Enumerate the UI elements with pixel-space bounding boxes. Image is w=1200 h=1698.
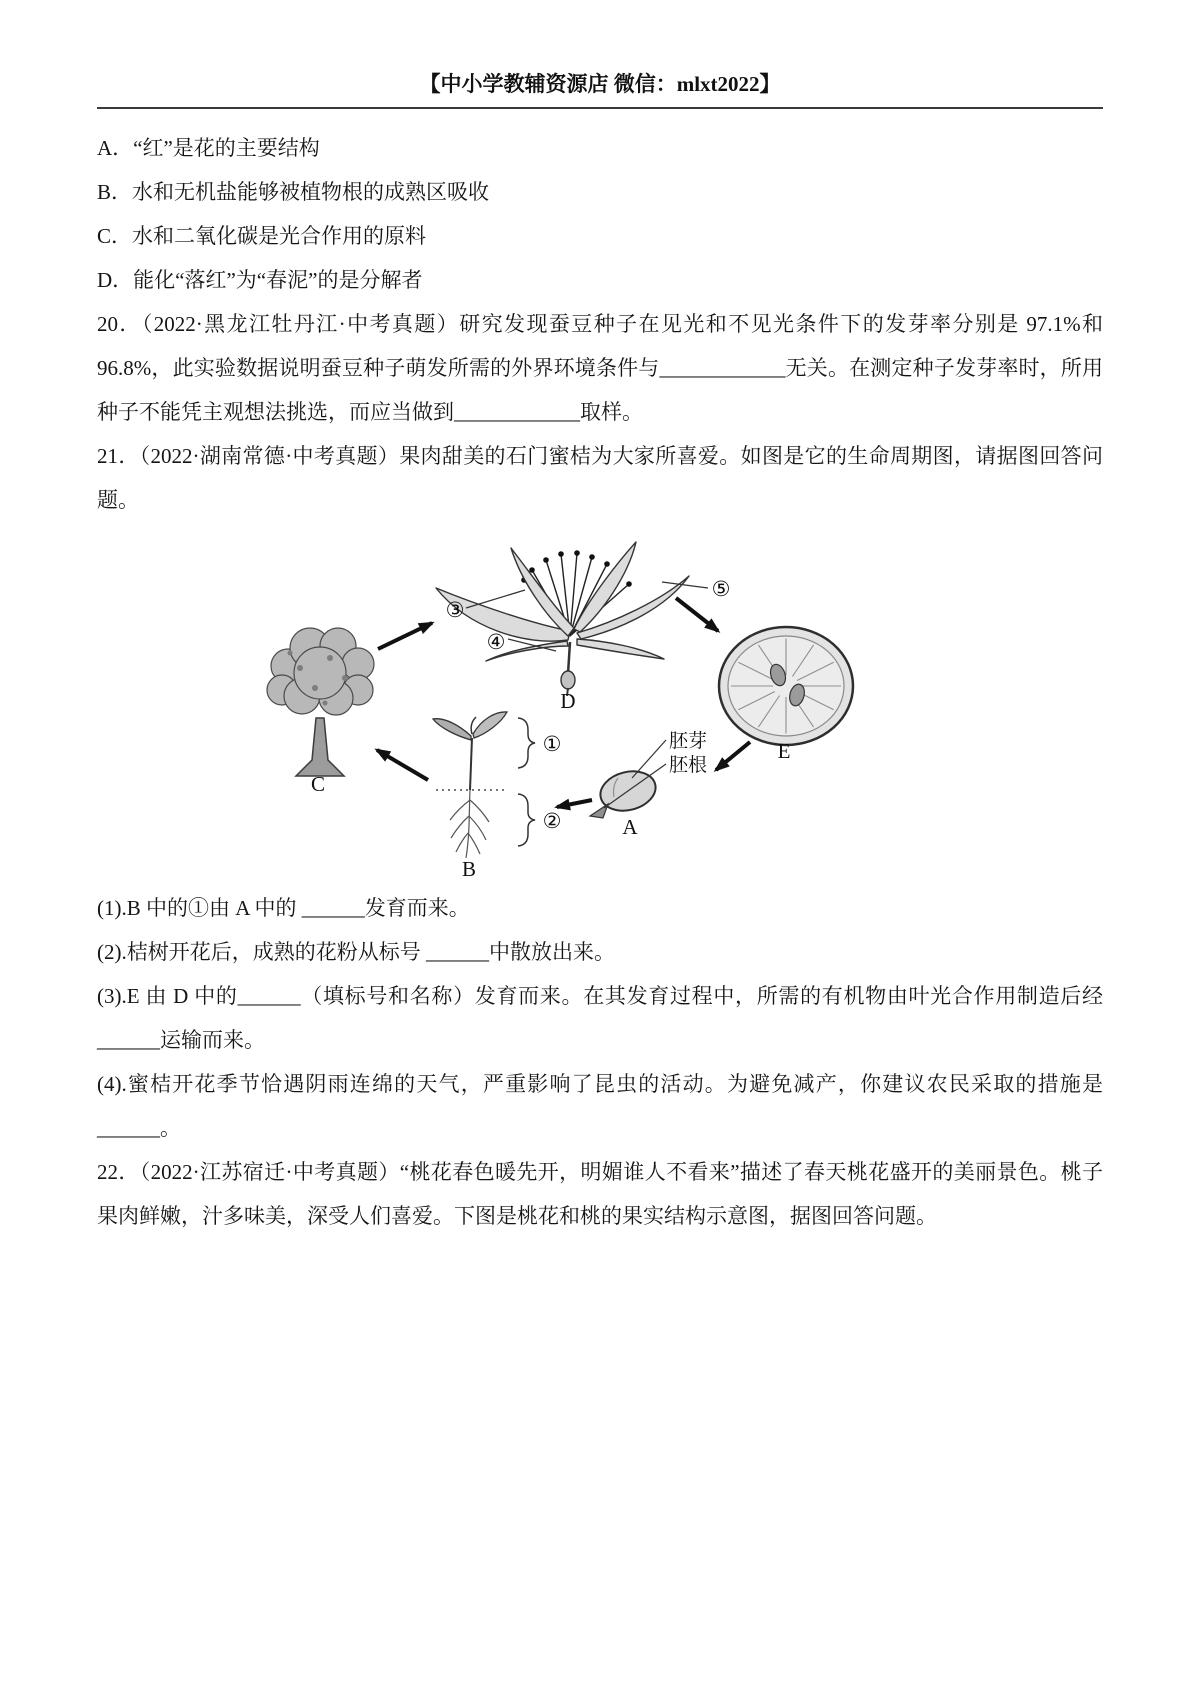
label-d: D [560,689,576,713]
seedling-leaf-left [433,719,471,740]
brace-root [518,794,535,846]
label-2-icon: ② [542,809,562,833]
label-c: C [310,772,326,796]
choice-b: B．水和无机盐能够被植物根的成熟区吸收 [97,180,490,204]
question-21-sub-3: (3).E 由 D 中的______（填标号和名称）发育而来。在其发育过程中，所需的有机物由叶光合作用制造后经______运输而来。 [97,984,1103,1052]
seedling-stem [470,738,472,790]
brace-shoot [518,718,535,768]
fruit-illustration [719,627,853,763]
document-content [97,126,1103,1238]
label-1-icon: ① [542,732,562,756]
life-cycle-diagram [230,528,890,880]
seedling-braces [518,718,535,846]
arrow-seed-to-seedling [557,800,592,807]
arrow-fruit-to-seed [716,742,750,770]
label-embryo-root: 胚根 [669,755,708,776]
flower-illustration [436,542,689,713]
question-21-sub-4: (4).蜜桔开花季节恰遇阴雨连绵的天气，严重影响了昆虫的活动。为避免减产，你建议农民采取的措施是______。 [97,1072,1103,1140]
question-22: 22．（2022·江苏宿迁·中考真题）“桃花春色暖先开，明媚谁人不看来”描述了春天桃花盛开的美丽景色。桃子果肉鲜嫩，汁多味美，深受人们喜爱。下图是桃花和桃的果实结构示意图，据图回答问题。 [97,1160,1103,1228]
store-watermark: 【中小学教辅资源店 微信：mlxt2022】 [419,72,781,96]
page-header [97,68,1103,109]
question-21: 21．（2022·湖南常德·中考真题）果肉甜美的石门蜜桔为大家所喜爱。如图是它的生命周期图，请据图回答问题。 [97,444,1103,512]
arrow-flower-to-fruit [676,598,718,631]
arrow-tree-to-flower [378,623,432,649]
life-cycle-figure [230,528,1103,882]
seedling-illustration [433,712,507,880]
seedling-roots [450,790,489,858]
label-b: B [461,857,477,880]
label-embryo-bud: 胚芽 [669,731,708,752]
choice-c: C．水和二氧化碳是光合作用的原料 [97,224,427,248]
label-5-icon: ⑤ [711,577,731,601]
label-e: E [777,739,791,763]
question-20: 20．（2022·黑龙江牡丹江·中考真题）研究发现蚕豆种子在见光和不见光条件下的发芽率分别是 97.1%和 96.8%，此实验数据说明蚕豆种子萌发所需的外界环境条件与____________无关。在测定种子发芽率时，所用种子不能凭主观想法挑选，而应当做到____________取样。 [97,312,1103,424]
label-3-icon: ③ [445,598,465,622]
seed-illustration [590,766,660,839]
flower-petals [436,542,689,661]
label-4-icon: ④ [486,630,506,654]
question-21-sub-1: (1).B 中的①由 A 中的 ______发育而来。 [97,896,470,920]
arrow-seedling-to-tree [377,750,428,780]
flower-ovary [561,671,575,689]
choice-a: A．“红”是花的主要结构 [97,136,320,160]
question-21-sub-2: (2).桔树开花后，成熟的花粉从标号 ______中散放出来。 [97,940,615,964]
seed-radicle-tip [590,804,608,818]
tree-illustration [267,628,374,796]
seedling-leaf-right [473,712,507,738]
label-a: A [622,815,638,839]
choice-d: D．能化“落红”为“春泥”的是分解者 [97,268,423,292]
flower-pistil [568,642,570,674]
